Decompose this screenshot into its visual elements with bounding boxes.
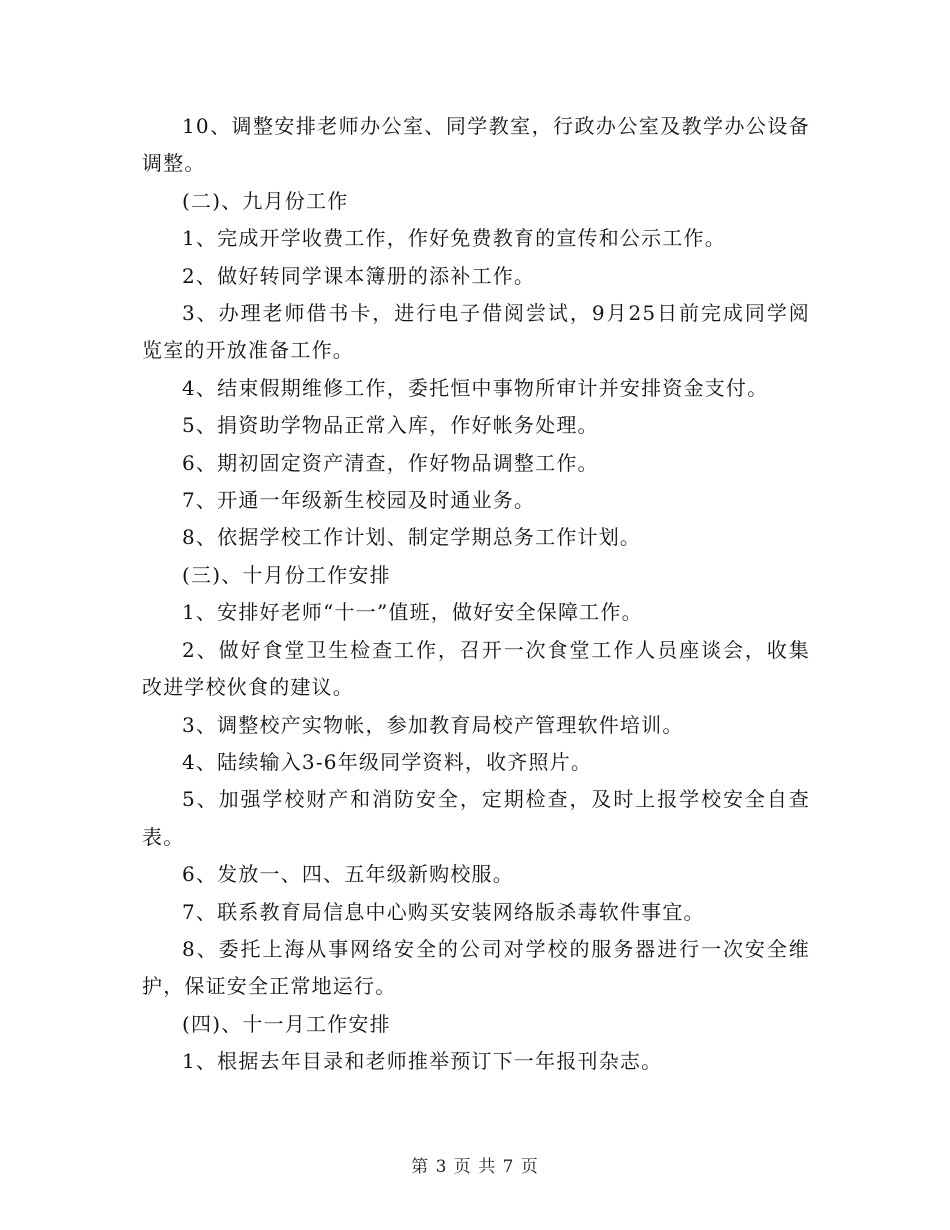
paragraph-oct-3: 3、调整校产实物帐，参加教育局校产管理软件培训。 <box>182 712 684 737</box>
paragraph-oct-7: 7、联系教育局信息中心购买安装网络版杀毒软件事宜。 <box>182 899 705 924</box>
paragraph-sep-2: 2、做好转同学课本簿册的添补工作。 <box>182 263 536 288</box>
section-heading-october: (三)、十月份工作安排 <box>182 562 391 587</box>
paragraph-nov-1: 1、根据去年目录和老师推举预订下一年报刊杂志。 <box>182 1049 663 1074</box>
paragraph-sep-5: 5、捐资助学物品正常入库，作好帐务处理。 <box>182 413 599 438</box>
paragraph-sep-3: 3、办理老师借书卡，进行电子借阅尝试，9月25日前完成同学阅览室的开放准备工作。 <box>142 301 810 363</box>
document-body <box>142 108 810 1081</box>
paragraph-oct-2: 2、做好食堂卫生检查工作，召开一次食堂工作人员座谈会，收集改进学校伙食的建议。 <box>142 637 810 700</box>
paragraph-item-10: 10、调整安排老师办公室、同学教室，行政办公室及教学办公设备调整。 <box>142 114 810 176</box>
paragraph-oct-4: 4、陆续输入3-6年级同学资料，收齐照片。 <box>182 749 593 774</box>
paragraph-oct-1: 1、安排好老师“十一”值班，做好安全保障工作。 <box>182 600 643 625</box>
paragraph-oct-6: 6、发放一、四、五年级新购校服。 <box>182 862 514 887</box>
paragraph-sep-4: 4、结束假期维修工作，委托恒中事物所审计并安排资金支付。 <box>182 375 769 400</box>
paragraph-sep-6: 6、期初固定资产清查，作好物品调整工作。 <box>182 450 599 475</box>
paragraph-sep-7: 7、开通一年级新生校园及时通业务。 <box>182 488 536 513</box>
paragraph-sep-8: 8、依据学校工作计划、制定学期总务工作计划。 <box>182 525 642 550</box>
section-heading-september: (二)、九月份工作 <box>182 188 349 213</box>
paragraph-sep-1: 1、完成开学收费工作，作好免费教育的宣传和公示工作。 <box>182 226 726 251</box>
paragraph-oct-8: 8、委托上海从事网络安全的公司对学校的服务器进行一次安全维护，保证安全正常地运行。 <box>142 936 810 999</box>
page-number-footer: 第 3 页 共 7 页 <box>411 1157 539 1177</box>
section-heading-november: (四)、十一月工作安排 <box>182 1011 391 1036</box>
paragraph-oct-5: 5、加强学校财产和消防安全，定期检查，及时上报学校安全自查表。 <box>142 787 810 849</box>
